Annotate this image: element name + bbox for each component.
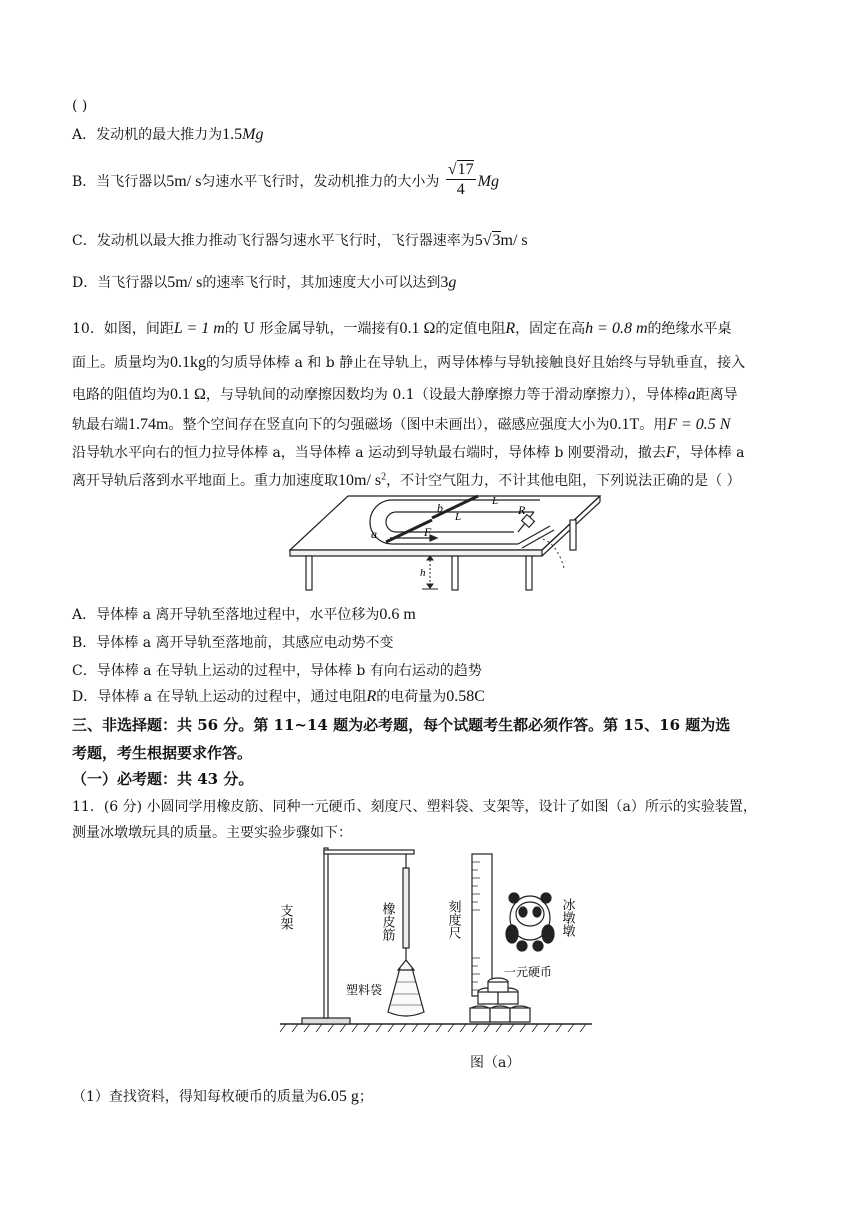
q10-option-c: C．导体棒 a 在导轨上运动的过程中，导体棒 b 有向右运动的趋势 <box>72 663 482 679</box>
q10-option-d: D．导体棒 a 在导轨上运动的过程中，通过电阻R的电荷量为0.58C <box>72 688 485 705</box>
fraction: $\frac{√17}{4}$ <box>447 161 474 198</box>
rubber-band <box>403 868 409 948</box>
q10-line-6: 离开导轨后落到水平地面上。重力加速度取10m/ $s^2$，不计空气阻力，不计其他电阻，下列说法正确的是（ ） <box>72 471 741 489</box>
ruler <box>472 854 492 996</box>
q10-line-3: 电路的阻值均为0.1 Ω，与导轨间的动摩擦因数均为 0.1（设最大静摩擦力等于滑动摩擦力），导体棒a距离导 <box>72 386 738 403</box>
section-3-heading-cont: 考题，考生根据要求作答。 <box>72 744 253 762</box>
label-R: R <box>518 503 526 517</box>
stand-arm <box>324 850 414 854</box>
q11-step-1: （1）查找资料，得知每枚硬币的质量为6.05 g； <box>72 1088 373 1105</box>
q10-line-1: 10．如图，间距L = 1 m的 U 形金属导轨，一端接有0.1 Ω的定值电阻R，固定在高h = 0.8 m的绝缘水平桌 <box>72 320 732 337</box>
q9-option-a: A．发动机的最大推力为1.5Mg <box>72 126 264 143</box>
q10-line-2: 面上。质量均为0.1kg的匀质导体棒 a 和 b 静止在导轨上，两导体棒与导轨接触良好且始终与导轨垂直，接入 <box>72 354 746 371</box>
q11-line-1: 11．(6 分) 小圆同学用橡皮筋、同种一元硬币、刻度尺、塑料袋、支架等，设计了如图（a）所示的实验装置， <box>72 799 757 815</box>
label-stand: 支架 <box>278 904 294 930</box>
q10-option-a: A．导体棒 a 离开导轨至落地过程中，水平位移为0.6 m <box>72 606 416 623</box>
label-toy: 冰墩墩 <box>560 898 576 937</box>
label-bag: 塑料袋 <box>346 983 383 997</box>
label-b: b <box>437 501 443 515</box>
label-rubber-band: 橡皮筋 <box>380 902 396 941</box>
table-top <box>290 496 600 550</box>
table-leg <box>526 556 532 590</box>
q9-paren: ( ) <box>72 98 88 114</box>
label-L1: L <box>455 511 462 523</box>
label-L2: L <box>492 495 499 507</box>
label-h: h <box>420 567 426 579</box>
label-a: a <box>371 527 377 541</box>
q10-option-b: B．导体棒 a 离开导轨至落地前，其感应电动势不变 <box>72 635 394 651</box>
q11-figure <box>276 842 596 1042</box>
stand-pole <box>324 848 328 1018</box>
section-3-subheading: （一）必考题：共 43 分。 <box>72 770 254 788</box>
stand-base <box>302 1018 350 1024</box>
table-edge <box>290 550 542 556</box>
q10-figure <box>282 490 602 600</box>
q9-option-d: D．当飞行器以5m/ s的速率飞行时，其加速度大小可以达到3g <box>72 274 457 291</box>
table-leg <box>570 520 576 550</box>
label-coin: 一元硬币 <box>504 965 553 979</box>
q10-line-5: 沿导轨水平向右的恒力拉导体棒 a，当导体棒 a 运动到导轨最右端时，导体棒 b 刚要滑动，撤去F，导体棒 a <box>72 444 745 461</box>
label-F: F <box>424 525 432 539</box>
q9-option-c: C．发动机以最大推力推动飞行器匀速水平飞行时，飞行器速率为5√3m/ s <box>72 232 528 249</box>
table-leg <box>306 556 312 590</box>
panda-toy <box>506 893 554 951</box>
q9-option-b: B．当飞行器以5m/ s匀速水平飞行时，发动机推力的大小为 $\frac{√17}{4}$ Mg <box>72 161 499 198</box>
section-3-heading: 三、非选择题：共 56 分。第 11~14 题为必考题，每个试题考生都必须作答。第 15、16 题为选 <box>72 716 731 734</box>
table-leg <box>452 556 458 590</box>
plastic-bag <box>388 960 424 1016</box>
q11-figure-caption: 图（a） <box>470 1055 521 1071</box>
label-ruler: 刻度尺 <box>446 900 462 939</box>
q10-line-4: 轨最右端1.74m。整个空间存在竖直向下的匀强磁场（图中未画出），磁感应强度大小为0.1T。用F = 0.5 N <box>72 416 731 433</box>
q11-line-2: 测量冰墩墩玩具的质量。主要实验步骤如下： <box>72 825 352 841</box>
